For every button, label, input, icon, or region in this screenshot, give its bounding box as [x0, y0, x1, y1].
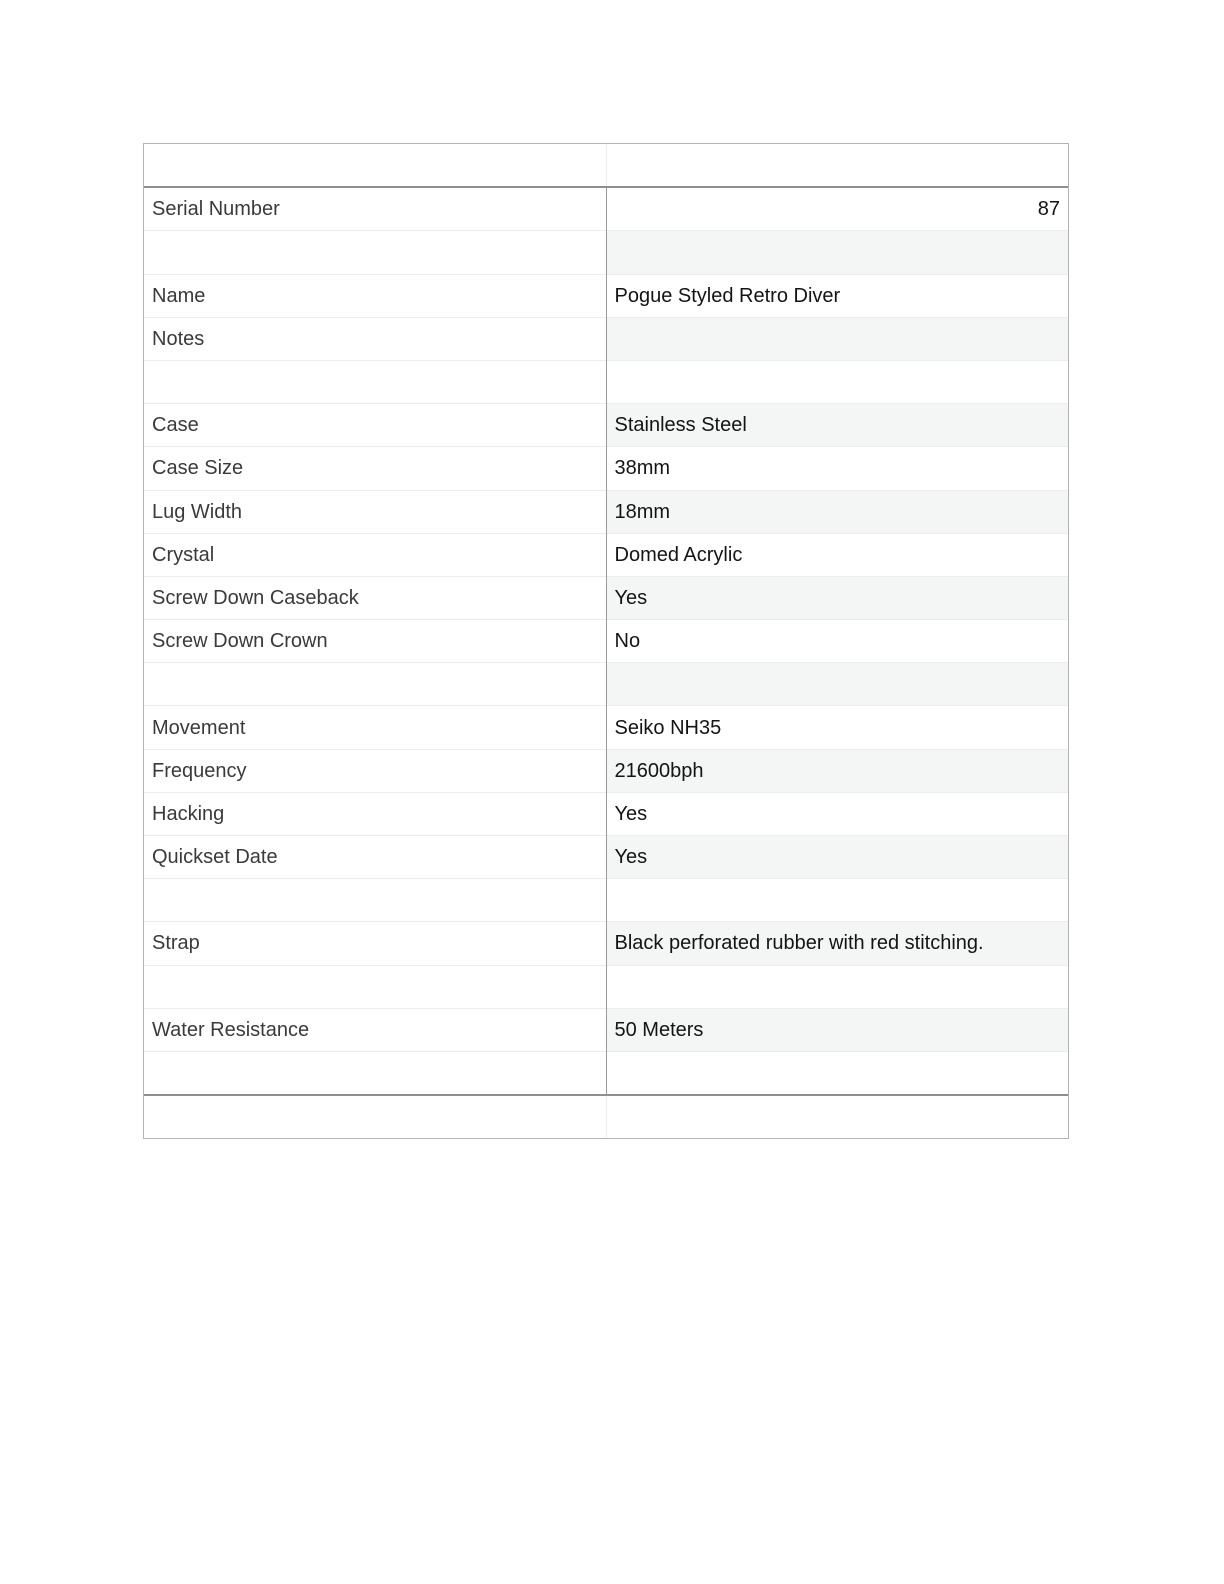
row-label: Screw Down Caseback	[144, 576, 606, 619]
table-row	[144, 447, 1068, 490]
row-value: 21600bph	[606, 749, 1068, 792]
table-row	[144, 576, 1068, 619]
row-label	[144, 879, 606, 922]
table-row	[144, 663, 1068, 706]
table-row	[144, 187, 1068, 231]
row-value: Pogue Styled Retro Diver	[606, 274, 1068, 317]
row-value	[606, 663, 1068, 706]
row-label: Screw Down Crown	[144, 620, 606, 663]
row-label	[144, 663, 606, 706]
table-row	[144, 231, 1068, 274]
table-row	[144, 706, 1068, 749]
table-row	[144, 1008, 1068, 1051]
table-row	[144, 533, 1068, 576]
row-value	[606, 1051, 1068, 1095]
table-row	[144, 404, 1068, 447]
row-value: Yes	[606, 576, 1068, 619]
row-value: Domed Acrylic	[606, 533, 1068, 576]
table-row	[144, 1051, 1068, 1095]
row-label	[144, 360, 606, 403]
footer-cell-label	[144, 1095, 606, 1138]
table-row	[144, 274, 1068, 317]
spec-body	[144, 187, 1068, 1095]
footer-cell-value	[606, 1095, 1068, 1138]
spec-table	[143, 143, 1069, 1139]
row-label: Strap	[144, 922, 606, 965]
row-value: 87	[1037, 198, 1060, 221]
table-row	[144, 965, 1068, 1008]
row-value	[606, 317, 1068, 360]
row-value	[606, 879, 1068, 922]
row-value	[606, 965, 1068, 1008]
footer-row	[144, 1095, 1068, 1138]
table-row	[144, 317, 1068, 360]
row-value	[606, 231, 1068, 274]
row-label: Case	[144, 404, 606, 447]
row-label: Movement	[144, 706, 606, 749]
row-value: No	[606, 620, 1068, 663]
row-label: Crystal	[144, 533, 606, 576]
row-value: 18mm	[606, 490, 1068, 533]
header-cell-label	[144, 144, 606, 187]
table-row	[144, 879, 1068, 922]
row-label	[144, 231, 606, 274]
row-value: Stainless Steel	[606, 404, 1068, 447]
row-label	[144, 1051, 606, 1095]
row-label: Quickset Date	[144, 836, 606, 879]
row-label: Name	[144, 274, 606, 317]
row-value	[606, 360, 1068, 403]
row-label: Water Resistance	[144, 1008, 606, 1051]
table-row	[144, 836, 1068, 879]
table-row	[144, 620, 1068, 663]
row-label: Notes	[144, 317, 606, 360]
row-value: Yes	[606, 836, 1068, 879]
header-row	[144, 144, 1068, 187]
header-cell-value	[606, 144, 1068, 187]
spec-grid	[144, 144, 1068, 1138]
table-row	[144, 792, 1068, 835]
row-label: Serial Number	[144, 187, 606, 231]
row-value: Seiko NH35	[606, 706, 1068, 749]
row-value: Yes	[606, 792, 1068, 835]
table-row	[144, 360, 1068, 403]
row-label: Lug Width	[144, 490, 606, 533]
table-row	[144, 490, 1068, 533]
row-label: Hacking	[144, 792, 606, 835]
row-label: Frequency	[144, 749, 606, 792]
row-value: 50 Meters	[606, 1008, 1068, 1051]
row-label	[144, 965, 606, 1008]
row-value: Black perforated rubber with red stitching.	[606, 922, 1068, 965]
table-row	[144, 922, 1068, 965]
table-row	[144, 749, 1068, 792]
row-value: 38mm	[606, 447, 1068, 490]
row-label: Case Size	[144, 447, 606, 490]
